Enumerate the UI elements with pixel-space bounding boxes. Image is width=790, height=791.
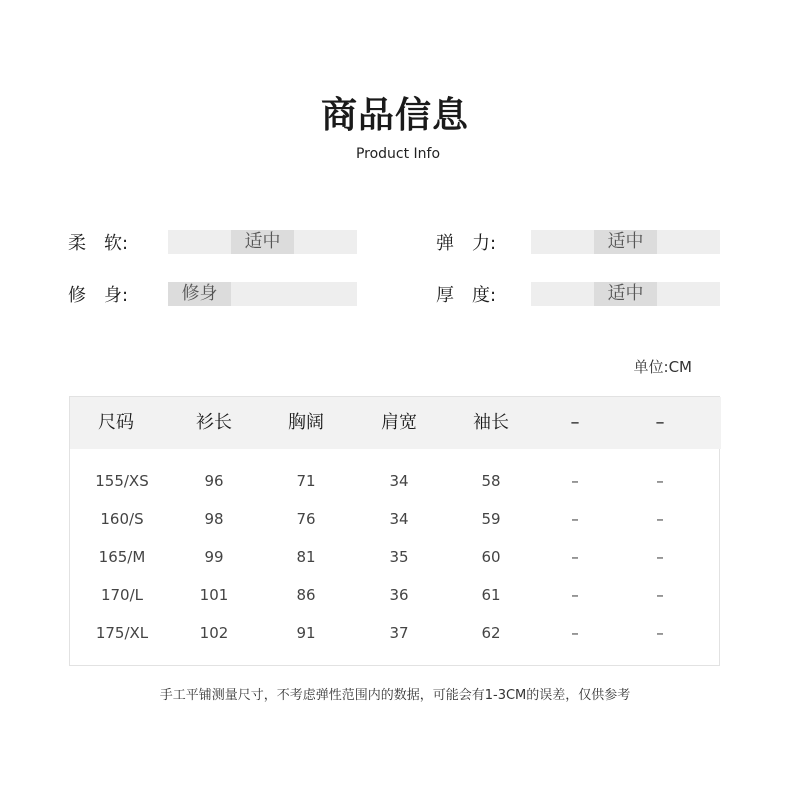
table-cell: 98 [204, 510, 224, 528]
header-length: 衫长 [196, 412, 232, 433]
table-cell: – [571, 586, 579, 604]
fit-value: 修身 [168, 282, 231, 306]
table-cell: 91 [296, 624, 316, 642]
elasticity-scale [531, 230, 720, 254]
table-cell: 58 [481, 472, 501, 490]
fit-scale [168, 282, 357, 306]
softness-value: 适中 [231, 230, 294, 254]
table-header-row [70, 397, 721, 449]
table-cell: – [656, 624, 664, 642]
header-blank-2: – [655, 412, 665, 433]
elasticity-value: 适中 [594, 230, 657, 254]
table-cell: 61 [481, 586, 501, 604]
table-cell: 62 [481, 624, 501, 642]
table-cell: – [571, 472, 579, 490]
table-cell: 170/L [100, 586, 144, 604]
table-cell: – [656, 510, 664, 528]
measurement-footnote: 手工平铺测量尺寸，不考虑弹性范围内的数据，可能会有1-3CM的误差，仅供参考 [159, 688, 631, 703]
softness-label: 柔 软: [68, 233, 129, 254]
header-blank-1: – [570, 412, 580, 433]
table-cell: 81 [296, 548, 316, 566]
size-table [69, 396, 720, 666]
table-cell: 101 [199, 586, 229, 604]
table-cell: 160/S [100, 510, 144, 528]
table-cell: 71 [296, 472, 316, 490]
table-cell: – [656, 586, 664, 604]
table-cell: 86 [296, 586, 316, 604]
header-shoulder: 肩宽 [381, 412, 417, 433]
table-cell: – [656, 548, 664, 566]
table-cell: – [571, 510, 579, 528]
softness-scale [168, 230, 357, 254]
table-cell: 36 [389, 586, 409, 604]
thickness-scale [531, 282, 720, 306]
table-cell: 99 [204, 548, 224, 566]
page-title: 商品信息 [320, 95, 469, 136]
table-cell: 175/XL [95, 624, 149, 642]
header-chest: 胸阔 [288, 412, 324, 433]
header-size: 尺码 [98, 412, 134, 433]
table-cell: 34 [389, 510, 409, 528]
elasticity-label: 弹 力: [436, 233, 497, 254]
table-cell: 96 [204, 472, 224, 490]
header-sleeve: 袖长 [473, 412, 509, 433]
fit-label: 修 身: [68, 285, 129, 306]
table-cell: 37 [389, 624, 409, 642]
table-cell: 60 [481, 548, 501, 566]
thickness-value: 适中 [594, 282, 657, 306]
table-cell: 76 [296, 510, 316, 528]
table-cell: – [571, 624, 579, 642]
table-cell: – [571, 548, 579, 566]
table-cell: 34 [389, 472, 409, 490]
table-cell: 59 [481, 510, 501, 528]
table-cell: 165/M [98, 548, 146, 566]
unit-label: 单位:CM [633, 358, 692, 376]
table-cell: – [656, 472, 664, 490]
table-cell: 102 [199, 624, 229, 642]
page-subtitle: Product Info [355, 146, 441, 162]
thickness-label: 厚 度: [436, 285, 497, 306]
table-cell: 155/XS [95, 472, 149, 490]
table-cell: 35 [389, 548, 409, 566]
